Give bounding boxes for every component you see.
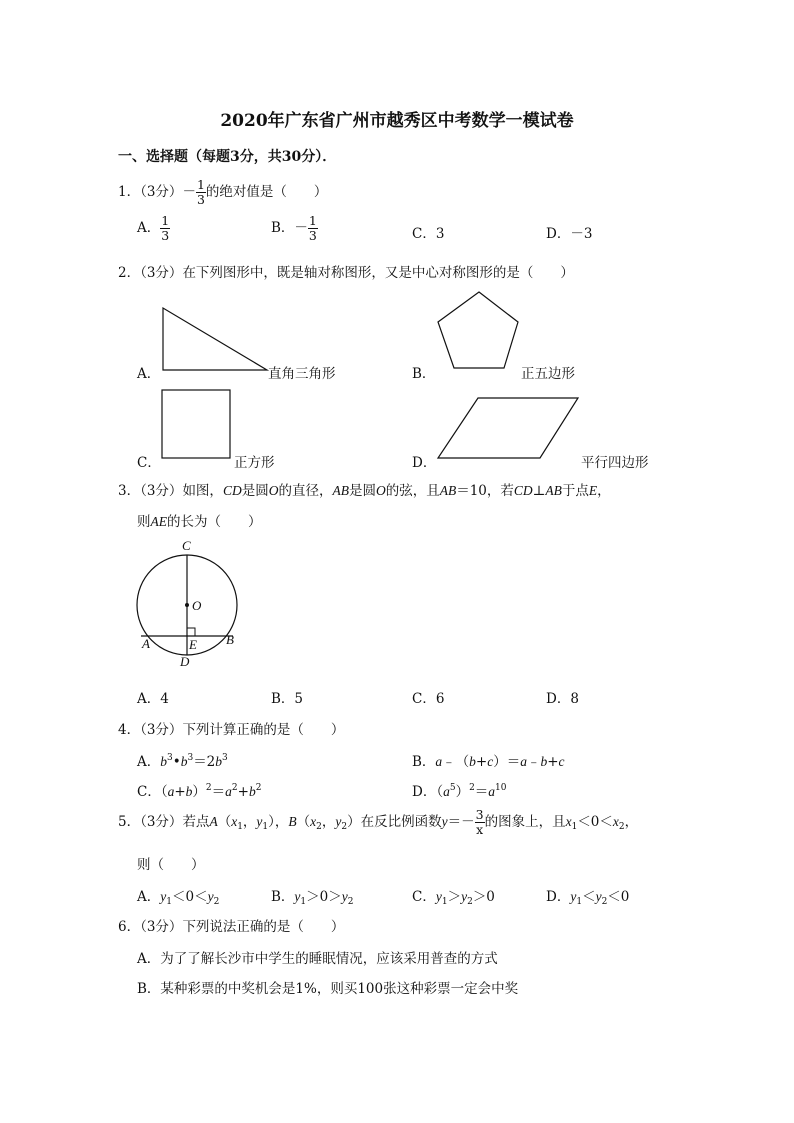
- q1-fraction: $\frac{1}{3}$: [196, 177, 205, 207]
- question-3-line2: 则AE的长为（ ）: [137, 514, 262, 530]
- q1-option-d: D．－3: [546, 226, 593, 242]
- q1-option-a: A． $\frac{1}{3}$: [137, 213, 170, 243]
- page-title: 2020年广东省广州市越秀区中考数学一模试卷: [220, 111, 574, 131]
- circle-diagram: [130, 535, 250, 675]
- q3-option-d: D．8: [546, 691, 579, 707]
- label-o: O: [192, 598, 202, 613]
- q2-option-b-label: B．: [412, 366, 436, 382]
- question-5-line2: 则（ ）: [137, 857, 205, 873]
- label-c: C: [182, 538, 191, 553]
- q1-minus: －: [182, 184, 196, 200]
- q5-option-a: A．$y_1<0<y_2$: [137, 889, 220, 907]
- q1-option-c: C．3: [412, 226, 445, 242]
- q2-option-b-caption: 正五边形: [521, 366, 575, 382]
- q5-option-c: C．$y_1>y_2>0$: [412, 889, 495, 907]
- right-triangle-figure: [150, 300, 275, 375]
- q3-option-c: C．6: [412, 691, 445, 707]
- q1-score: （3分）: [140, 184, 183, 200]
- q1-option-b: B．－ $\frac{1}{3}$: [271, 213, 317, 243]
- q5-option-b: B．$y_1>0>y_2$: [271, 889, 354, 907]
- square-figure: [155, 385, 240, 465]
- q2-option-c-caption: 正方形: [234, 455, 275, 471]
- q3-option-b: B．5: [271, 691, 304, 707]
- q6-option-b: B．某种彩票的中奖机会是1%，则买100张这种彩票一定会中奖: [137, 981, 519, 997]
- section-heading: 一、选择题（每题3分，共30分）．: [118, 149, 337, 165]
- question-5: 5．（3分）若点$A(x_1$，$y_1$），$B(x_2$，$y_2$）在反比例函数y＝－ $\frac{3}{x}$ 的图象上，且$x_1<0<x_2$，: [118, 807, 639, 837]
- label-a: A: [142, 636, 150, 651]
- q4-option-d: D．$(a^5)^2=a^{10}$: [412, 783, 507, 800]
- q4-option-b: B．a﹣（b+c）＝a﹣b+c: [412, 754, 565, 770]
- q5-option-d: D．$y_1<y_2<0$: [546, 889, 630, 907]
- q1-text: 的绝对值是（ ）: [205, 184, 328, 200]
- q2-option-a-label: A．: [137, 366, 161, 382]
- q2-option-d-label: D．: [412, 455, 437, 471]
- q1-number: 1．: [118, 184, 141, 200]
- q2-option-a-caption: 直角三角形: [268, 366, 336, 382]
- q3-option-a: A．4: [137, 691, 169, 707]
- question-2: 2．（3分）在下列图形中，既是轴对称图形，又是中心对称图形的是（ ）: [118, 265, 574, 281]
- label-d: D: [180, 654, 190, 669]
- regular-pentagon-figure: [430, 285, 530, 380]
- label-e: E: [189, 637, 197, 652]
- question-3: 3．（3分）如图，CD是圆O的直径，AB是圆O的弦，且AB＝10，若CD⊥AB于点E，: [118, 483, 611, 499]
- label-b: B: [226, 632, 234, 647]
- q4-option-c: C．$(a+b)^2=a^2+b^2$: [137, 783, 262, 800]
- q4-option-a: A．$b^3•b^3=2b^3$: [137, 753, 228, 770]
- q2-option-d-caption: 平行四边形: [581, 455, 649, 471]
- parallelogram-figure: [430, 390, 585, 465]
- q2-option-c-label: C．: [137, 455, 161, 471]
- q5-fraction: $\frac{3}{x}$: [475, 807, 484, 837]
- question-6: 6．（3分）下列说法正确的是（ ）: [118, 919, 345, 935]
- question-1: [118, 178, 327, 207]
- q6-option-a: A．为了了解长沙市中学生的睡眠情况，应该采用普查的方式: [137, 951, 498, 967]
- question-4: 4．（3分）下列计算正确的是（ ）: [118, 722, 345, 738]
